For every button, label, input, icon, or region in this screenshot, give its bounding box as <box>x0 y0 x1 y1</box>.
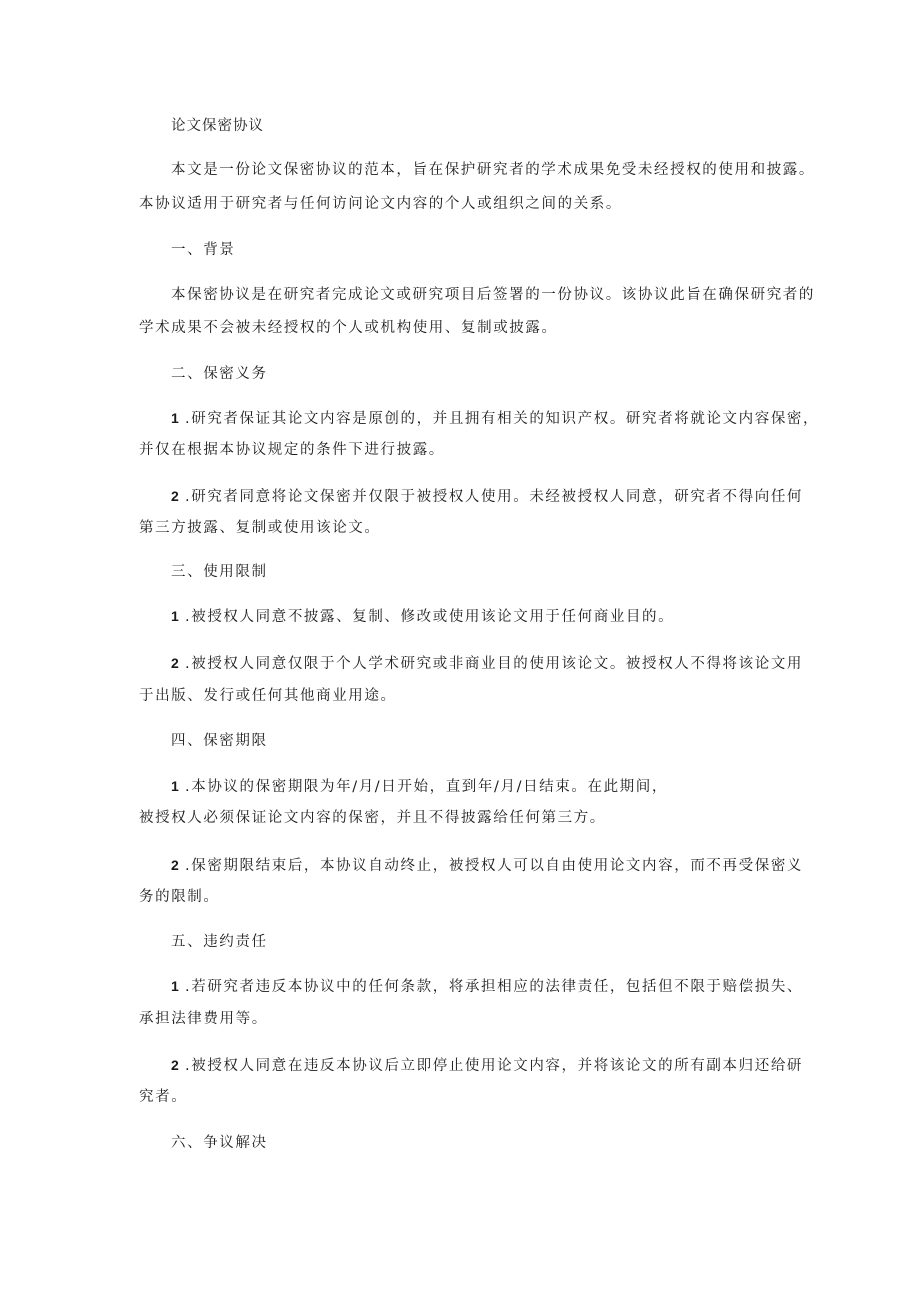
item-number: 1 <box>171 978 179 994</box>
item-text: .被授权人同意在违反本协议后立即停止使用论文内容，并将该论文的所有副本归还给研 <box>185 1058 804 1074</box>
item-number: 2 <box>171 655 179 671</box>
section-heading-liability: 五、违约责任 <box>171 934 268 950</box>
section-heading-term: 四、保密期限 <box>171 733 268 749</box>
intro-line-2: 本协议适用于研究者与任何访问论文内容的个人或组织之间的关系。 <box>139 196 622 212</box>
liability-item-1 <box>171 976 804 997</box>
confidentiality-item-2-cont: 第三方披露、复制或使用该论文。 <box>139 520 381 536</box>
item-number: 2 <box>171 857 179 873</box>
section-heading-disputes: 六、争议解决 <box>171 1135 268 1151</box>
term-item-2 <box>171 855 804 876</box>
usage-item-1 <box>171 606 674 627</box>
confidentiality-item-2 <box>171 486 804 507</box>
liability-item-2-cont: 究者。 <box>139 1089 188 1105</box>
background-line-1: 本保密协议是在研究者完成论文或研究项目后签署的一份协议。该协议此旨在确保研究者的 <box>171 287 815 303</box>
item-text: .研究者同意将论文保密并仅限于被授权人使用。未经被授权人同意，研究者不得向任何 <box>185 489 804 505</box>
item-text: .若研究者违反本协议中的任何条款，将承担相应的法律责任，包括但不限于赔偿损失、 <box>185 979 804 995</box>
intro-line-1: 本文是一份论文保密协议的范本，旨在保护研究者的学术成果免受未经授权的使用和披露。 <box>171 162 815 178</box>
term-item-1-cont: 被授权人必须保证论文内容的保密，并且不得披露给任何第三方。 <box>139 810 606 826</box>
liability-item-1-cont: 承担法律费用等。 <box>139 1011 268 1027</box>
confidentiality-item-1 <box>171 408 820 429</box>
item-number: 2 <box>171 1057 179 1073</box>
item-number: 1 <box>171 410 179 426</box>
confidentiality-item-1-cont: 并仅在根据本协议规定的条件下进行披露。 <box>139 442 445 458</box>
item-text: .本协议的保密期限为年/月/日开始，直到年/月/日结束。在此期间， <box>185 779 668 795</box>
section-heading-confidentiality: 二、保密义务 <box>171 366 268 382</box>
item-text: .研究者保证其论文内容是原创的，并且拥有相关的知识产权。研究者将就论文内容保密， <box>185 411 820 427</box>
item-number: 1 <box>171 778 179 794</box>
item-text: .保密期限结束后，本协议自动终止，被授权人可以自由使用论文内容，而不再受保密义 <box>185 858 804 874</box>
section-heading-background: 一、背景 <box>171 242 236 258</box>
usage-item-2 <box>171 653 804 674</box>
item-text: .被授权人同意不披露、复制、修改或使用该论文用于任何商业目的。 <box>185 609 675 625</box>
term-item-1 <box>171 776 668 797</box>
document-title: 论文保密协议 <box>171 118 264 134</box>
item-number: 1 <box>171 608 179 624</box>
section-heading-usage: 三、使用限制 <box>171 564 268 580</box>
item-text: .被授权人同意仅限于个人学术研究或非商业目的使用该论文。被授权人不得将该论文用 <box>185 656 804 672</box>
term-item-2-cont: 务的限制。 <box>139 889 220 905</box>
liability-item-2 <box>171 1055 804 1076</box>
item-number: 2 <box>171 488 179 504</box>
usage-item-2-cont: 于出版、发行或任何其他商业用途。 <box>139 688 397 704</box>
background-line-2: 学术成果不会被未经授权的个人或机构使用、复制或披露。 <box>139 320 558 336</box>
